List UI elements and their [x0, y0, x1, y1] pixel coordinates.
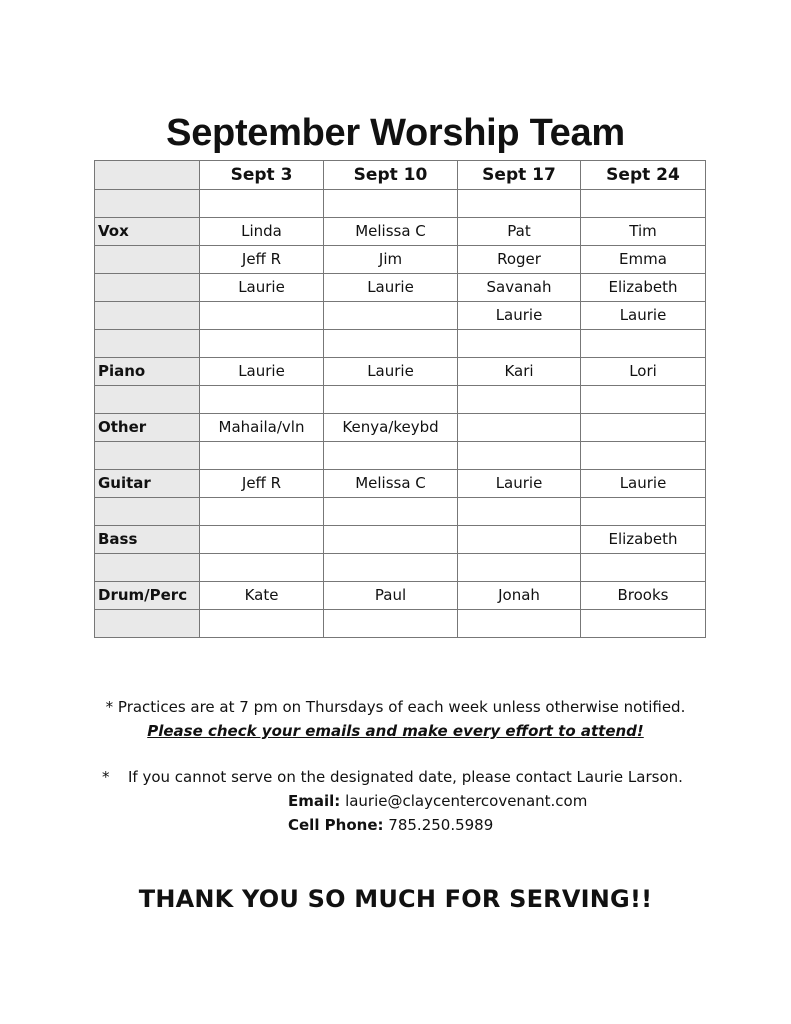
column-header: Sept 3 [200, 161, 324, 190]
table-row [95, 302, 706, 330]
row-label [95, 386, 200, 414]
table-cell: Kenya/keybd [324, 414, 458, 442]
table-cell [200, 498, 324, 526]
table-row [95, 246, 706, 274]
table-cell [458, 386, 581, 414]
table-cell: Laurie [200, 274, 324, 302]
table-cell [458, 442, 581, 470]
table-cell [458, 498, 581, 526]
table-cell: Melissa C [324, 470, 458, 498]
table-row [95, 610, 706, 638]
schedule-table [94, 160, 706, 638]
table-cell [581, 442, 706, 470]
table-row [95, 470, 706, 498]
table-cell: Laurie [581, 470, 706, 498]
table-cell [581, 414, 706, 442]
table-row [95, 358, 706, 386]
table-cell [200, 190, 324, 218]
table-cell [581, 330, 706, 358]
table-cell [458, 330, 581, 358]
table-row [95, 386, 706, 414]
table-cell [458, 414, 581, 442]
table-cell: Laurie [581, 302, 706, 330]
table-cell [458, 554, 581, 582]
thank-you-message: THANK YOU SO MUCH FOR SERVING!! [138, 885, 653, 913]
table-cell [581, 190, 706, 218]
row-label [95, 302, 200, 330]
table-cell: Elizabeth [581, 274, 706, 302]
table-row [95, 498, 706, 526]
row-label [95, 442, 200, 470]
column-header: Sept 24 [581, 161, 706, 190]
table-cell: Elizabeth [581, 526, 706, 554]
table-cell [458, 610, 581, 638]
contact-note [102, 768, 683, 786]
row-label: Guitar [95, 470, 200, 498]
table-row [95, 582, 706, 610]
table-cell [324, 190, 458, 218]
table-cell [458, 526, 581, 554]
page-title: September Worship Team [166, 112, 625, 154]
row-label [95, 498, 200, 526]
table-cell: Roger [458, 246, 581, 274]
table-cell [200, 526, 324, 554]
bullet-star: * [102, 768, 110, 786]
table-row [95, 190, 706, 218]
row-label [95, 274, 200, 302]
table-cell [458, 190, 581, 218]
contact-text: If you cannot serve on the designated date, please contact Laurie Larson. [128, 768, 683, 786]
table-cell: Laurie [458, 302, 581, 330]
table-cell: Linda [200, 218, 324, 246]
table-cell: Jeff R [200, 246, 324, 274]
table-row [95, 414, 706, 442]
table-cell [200, 442, 324, 470]
table-cell [581, 498, 706, 526]
table-cell [200, 302, 324, 330]
column-header: Sept 10 [324, 161, 458, 190]
email-value: laurie@claycentercovenant.com [345, 792, 588, 810]
table-header-row [95, 161, 706, 190]
column-header: Sept 17 [458, 161, 581, 190]
table-row [95, 274, 706, 302]
email-reminder: Please check your emails and make every effort to attend! [147, 722, 644, 740]
table-cell: Paul [324, 582, 458, 610]
table-row [95, 330, 706, 358]
table-cell [581, 610, 706, 638]
table-cell [200, 386, 324, 414]
table-cell: Kate [200, 582, 324, 610]
row-label: Other [95, 414, 200, 442]
row-label: Drum/Perc [95, 582, 200, 610]
table-cell [200, 610, 324, 638]
table-cell: Lori [581, 358, 706, 386]
table-cell [324, 442, 458, 470]
cell-phone-line [288, 816, 493, 834]
table-cell: Jeff R [200, 470, 324, 498]
row-label: Bass [95, 526, 200, 554]
row-label: Vox [95, 218, 200, 246]
table-cell: Brooks [581, 582, 706, 610]
row-label [95, 610, 200, 638]
table-cell: Mahaila/vln [200, 414, 324, 442]
table-cell [324, 498, 458, 526]
table-cell: Melissa C [324, 218, 458, 246]
table-cell: Jim [324, 246, 458, 274]
cell-phone-value: 785.250.5989 [388, 816, 494, 834]
table-row [95, 442, 706, 470]
header-corner-cell [95, 161, 200, 190]
table-cell: Laurie [200, 358, 324, 386]
table-cell: Emma [581, 246, 706, 274]
email-line [288, 792, 587, 810]
table-cell [581, 554, 706, 582]
table-row [95, 554, 706, 582]
table-cell: Laurie [458, 470, 581, 498]
table-cell [324, 554, 458, 582]
table-row [95, 218, 706, 246]
table-cell: Savanah [458, 274, 581, 302]
table-cell: Kari [458, 358, 581, 386]
table-cell [200, 330, 324, 358]
table-cell [324, 610, 458, 638]
table-cell [581, 386, 706, 414]
table-cell: Laurie [324, 358, 458, 386]
table-cell: Pat [458, 218, 581, 246]
table-cell [324, 386, 458, 414]
table-cell: Tim [581, 218, 706, 246]
table-cell [324, 526, 458, 554]
practice-note: * Practices are at 7 pm on Thursdays of each week unless otherwise notified. [105, 698, 686, 716]
row-label [95, 330, 200, 358]
row-label [95, 246, 200, 274]
table-row [95, 526, 706, 554]
row-label: Piano [95, 358, 200, 386]
row-label [95, 554, 200, 582]
cell-phone-label: Cell Phone: [288, 816, 384, 834]
table-cell [324, 302, 458, 330]
row-label [95, 190, 200, 218]
table-cell: Laurie [324, 274, 458, 302]
table-cell [324, 330, 458, 358]
table-cell: Jonah [458, 582, 581, 610]
table-cell [200, 554, 324, 582]
email-label: Email: [288, 792, 341, 810]
